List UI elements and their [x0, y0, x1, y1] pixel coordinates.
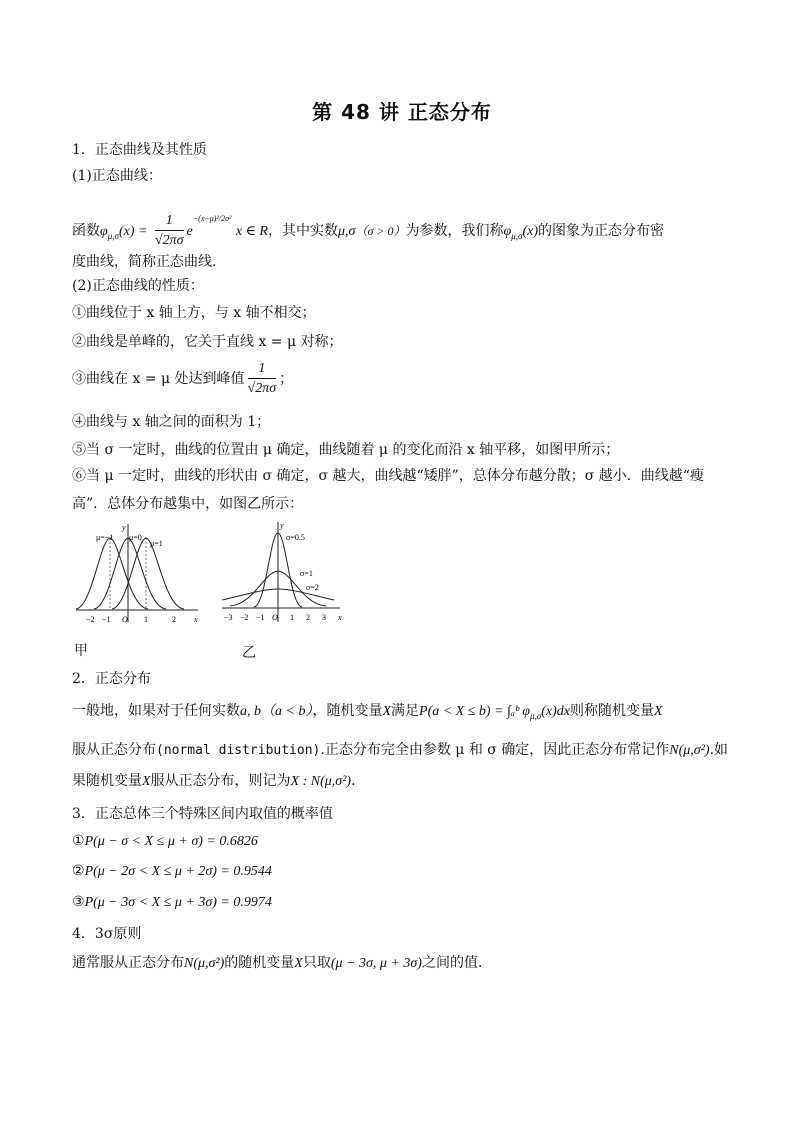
text: 果随机变量 — [72, 773, 142, 789]
section-1-heading: 1．正态曲线及其性质 — [72, 142, 207, 158]
subsection-properties: (2)正态曲线的性质： — [72, 278, 204, 294]
tick-label: −2 — [86, 615, 95, 624]
domain: x ∈ R — [235, 224, 268, 239]
curve-label: μ=−1 — [96, 533, 114, 542]
text: ，随机变量 — [312, 703, 383, 719]
tick-label: −3 — [224, 613, 233, 622]
figure-yi-caption: 乙 — [242, 645, 256, 661]
math-ab: a, b（a < b） — [240, 704, 313, 719]
text: 为参数，我们称 — [405, 223, 504, 239]
y-label: y — [122, 523, 126, 532]
section-2-heading: 2．正态分布 — [72, 671, 151, 687]
english-term: (normal distribution) — [156, 743, 321, 758]
paragraph-continuation: 度曲线，简称正态曲线. — [72, 254, 217, 270]
curve-label: σ=0.5 — [286, 533, 305, 542]
math-N: N(μ,σ²) — [184, 956, 225, 971]
probability-item: ②P(μ − 2σ < X ≤ μ + 2σ) = 0.9544 — [72, 863, 272, 879]
section-4-heading: 4．3σ原则 — [72, 926, 142, 942]
figure-yi — [220, 518, 350, 628]
probability-item: ③P(μ − 3σ < X ≤ μ + 3σ) = 0.9974 — [72, 894, 272, 910]
curve-mu-neg1 — [76, 538, 148, 609]
tick-label: 1 — [290, 613, 294, 622]
curve-label: μ=1 — [150, 539, 163, 548]
tick-label: O — [122, 615, 128, 624]
phi-symbol: $\varphi_{\mu,\sigma}$ — [100, 224, 119, 241]
text: 服从正态分布 — [72, 742, 156, 758]
text: 满足 — [391, 703, 420, 719]
text: 一般地，如果对于任何实数 — [72, 703, 240, 719]
text: ． — [351, 773, 366, 789]
property-1: ①曲线位于 x 轴上方，与 x 轴不相交； — [72, 305, 316, 321]
tick-label: 2 — [172, 615, 176, 624]
text: .正态分布完全由参数 μ 和 σ 确定，因此正态分布常记作 — [320, 742, 670, 758]
property-6: ⑥当 μ 一定时，曲线的形状由 σ 确定，σ 越大，曲线越“矮胖”，总体分布越分散；σ 越小．曲线越“瘦 — [72, 468, 704, 484]
section-4-paragraph — [72, 953, 482, 974]
tick-label: −2 — [240, 613, 249, 622]
text: 的随机变量 — [224, 955, 295, 971]
probability-item: ①P(μ − σ < X ≤ μ + σ) = 0.6826 — [72, 833, 258, 849]
tick-label: O — [272, 613, 278, 622]
property-6-cont: 高”．总体分布越集中，如图乙所示： — [72, 496, 304, 512]
page-title: 第 48 讲 正态分布 — [312, 100, 492, 124]
text: .如 — [709, 742, 729, 758]
math-formula: X : N(μ,σ²) — [290, 774, 352, 789]
density-function-line — [72, 198, 664, 257]
text: 只取 — [302, 955, 331, 971]
curve-label: σ=1 — [300, 569, 313, 578]
tick-label: 1 — [144, 615, 148, 624]
fraction: $\frac{1}{√2\pi\sigma}$ — [154, 212, 184, 248]
text: 则称随机变量 — [569, 703, 654, 719]
section-2-paragraph-3 — [72, 771, 365, 792]
fraction: $\frac{1}{√2\pi\sigma}$ — [247, 360, 277, 396]
property-4: ④曲线与 x 轴之间的面积为 1； — [72, 414, 271, 430]
figure-jia — [72, 520, 212, 630]
exp-base: e — [186, 224, 193, 239]
x-label: x — [194, 615, 198, 624]
text: 通常服从正态分布 — [72, 955, 184, 971]
condition: （σ > 0） — [355, 224, 406, 238]
math-X: X — [294, 956, 303, 971]
exponent: −(x−μ)²/2σ² — [192, 214, 232, 223]
property-2: ②曲线是单峰的，它关于直线 x = μ 对称； — [72, 334, 343, 350]
text: ，其中实数 — [268, 223, 338, 239]
property-3 — [72, 358, 293, 400]
curve-mu-0 — [94, 538, 166, 609]
tick-label: −1 — [256, 613, 265, 622]
section-3-heading: 3．正态总体三个特殊区间内取值的概率值 — [72, 806, 333, 822]
text: 服从正态分布，则记为 — [150, 773, 291, 789]
math-interval: (μ − 3σ, μ + 3σ) — [330, 956, 422, 971]
math-X: X — [653, 704, 663, 719]
tick-label: 3 — [322, 613, 326, 622]
tick-label: −1 — [102, 615, 111, 624]
x-label: x — [338, 613, 342, 622]
function-arg: (x) = — [118, 224, 148, 239]
property-5: ⑤当 σ 一定时，曲线的位置由 μ 确定，曲线随着 μ 的变化而沿 x 轴平移，如图甲所示； — [72, 442, 620, 458]
tick-label: 2 — [306, 613, 310, 622]
curve-label: μ=0 — [129, 533, 142, 542]
math-N: N(μ,σ²) — [669, 743, 710, 758]
figure-jia-caption: 甲 — [74, 643, 88, 659]
section-2-paragraph-2 — [72, 740, 728, 761]
text: 的图象为正态分布密 — [537, 223, 664, 239]
params: μ,σ — [338, 224, 356, 239]
curve-label: σ=2 — [306, 583, 319, 592]
y-label: y — [280, 521, 284, 530]
curve-mu-1 — [112, 538, 184, 609]
text: ； — [279, 371, 294, 387]
math-X: X — [382, 704, 392, 719]
phi-symbol-2: $\varphi_{\mu,\sigma}(x)$ — [503, 224, 538, 241]
text: 函数 — [72, 223, 100, 239]
integral-formula: P(a < X ≤ b) = ∫ₐᵇ $\varphi_{\mu,\sigma}(x)dx$ — [419, 704, 570, 721]
section-2-paragraph-1 — [72, 699, 663, 728]
subsection-normal-curve: (1)正态曲线： — [72, 168, 162, 184]
text: 之间的值. — [421, 955, 483, 971]
text: ③曲线在 x = μ 处达到峰值 — [72, 371, 245, 387]
math-X: X — [142, 774, 151, 789]
